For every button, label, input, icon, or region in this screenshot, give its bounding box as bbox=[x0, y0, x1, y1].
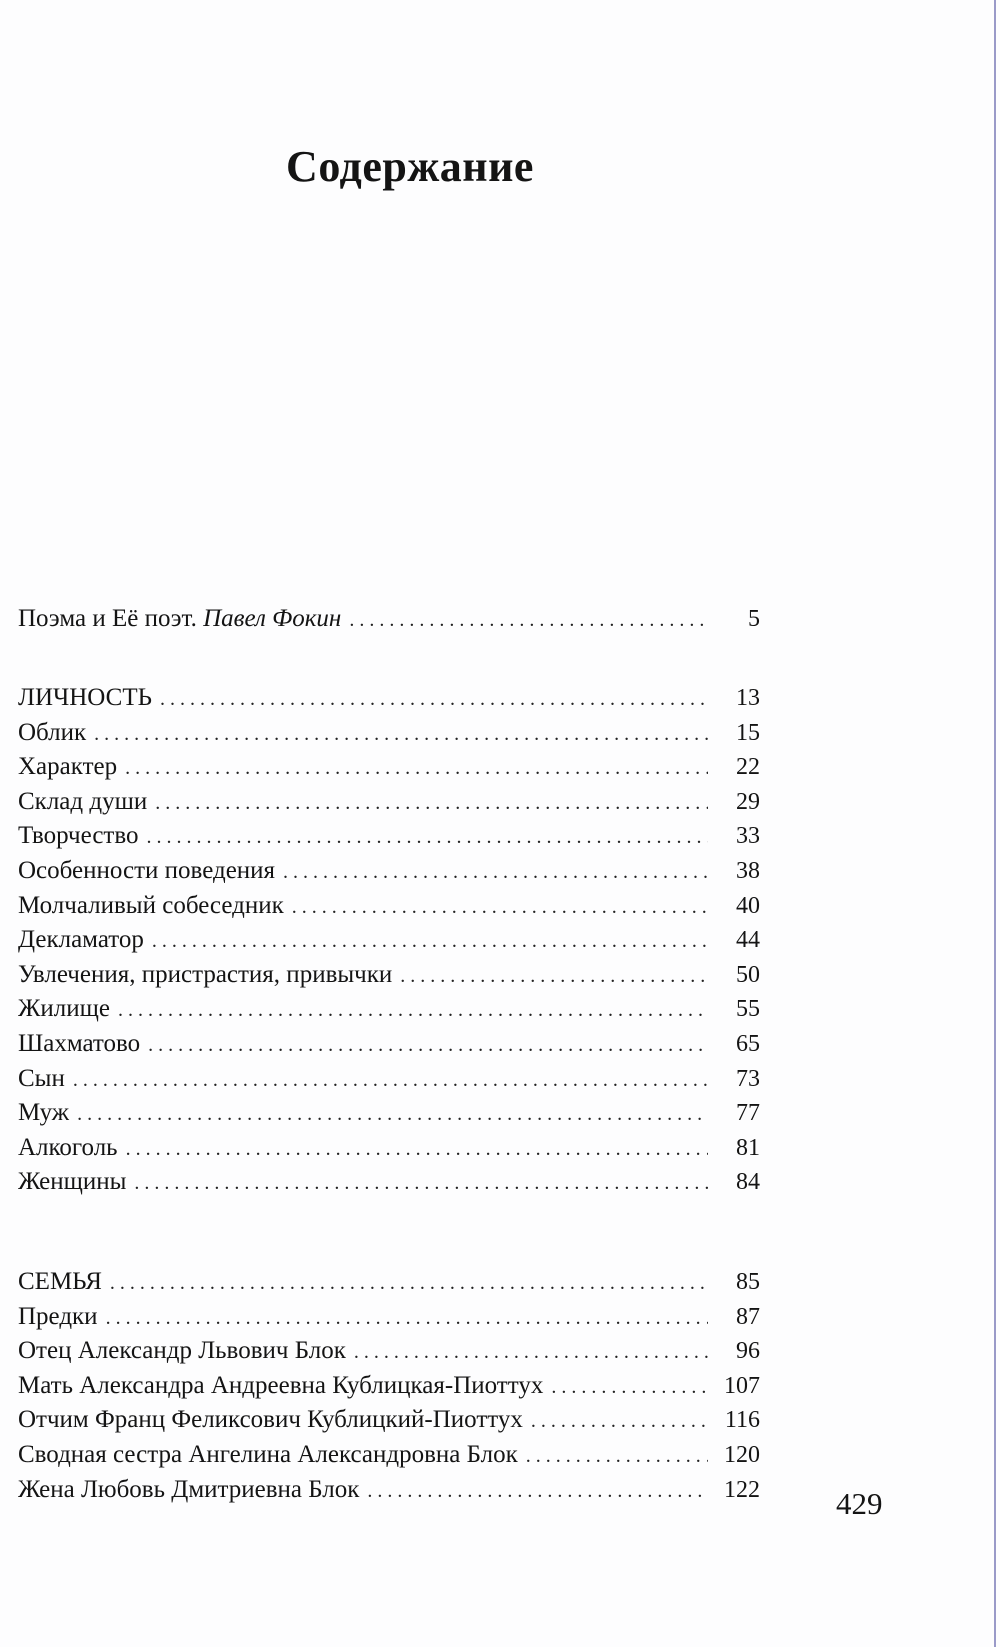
toc-entry[interactable]: Женщины . . . 84 bbox=[18, 1165, 760, 1200]
toc-entry-page: 5 bbox=[748, 606, 760, 632]
leader-dots bbox=[148, 1028, 708, 1063]
toc-entry[interactable]: Отец Александр Львович Блок . . . 96 bbox=[18, 1334, 760, 1369]
leader-dots bbox=[160, 682, 708, 717]
toc-intro bbox=[18, 602, 760, 637]
leader-dots bbox=[73, 1063, 708, 1098]
leader-dots bbox=[354, 1335, 708, 1370]
toc-entry[interactable]: Увлечения, пристрастия, привычки . . . 50 bbox=[18, 958, 760, 993]
leader-dots bbox=[94, 717, 708, 752]
toc-entry[interactable]: Особенности поведения . . . 38 bbox=[18, 854, 760, 889]
leader-dots bbox=[125, 751, 708, 786]
toc-entry[interactable]: Отчим Франц Феликсович Кублицкий-Пиоттух . . . 116 bbox=[18, 1403, 760, 1438]
leader-dots bbox=[77, 1097, 708, 1132]
toc-entry[interactable]: Склад души . . . 29 bbox=[18, 785, 760, 820]
toc-section-heading[interactable]: ЛИЧНОСТЬ . . . 13 bbox=[18, 681, 760, 716]
toc-entry[interactable]: Предки . . . 87 bbox=[18, 1300, 760, 1335]
toc-entry-label: Поэма и Её поэт. Павел Фокин bbox=[18, 605, 342, 632]
leader-dots bbox=[526, 1439, 708, 1474]
leader-dots bbox=[155, 786, 708, 821]
toc-entry[interactable]: Декламатор . . . 44 bbox=[18, 923, 760, 958]
leader-dots bbox=[106, 1301, 708, 1336]
leader-dots bbox=[110, 1266, 708, 1301]
leader-dots bbox=[146, 820, 708, 855]
leader-dots bbox=[126, 1132, 708, 1167]
author-name: Павел Фокин bbox=[203, 605, 342, 632]
leader-dots bbox=[152, 924, 708, 959]
leader-dots bbox=[400, 959, 708, 994]
leader-dots bbox=[551, 1370, 708, 1405]
leader-dots bbox=[367, 1474, 708, 1509]
leader-dots bbox=[531, 1404, 708, 1439]
leader-dots bbox=[118, 993, 708, 1028]
toc-section-personality bbox=[18, 681, 760, 1200]
toc-entry[interactable]: Жена Любовь Дмитриевна Блок . . . 122 bbox=[18, 1473, 760, 1508]
toc-entry[interactable]: Характер . . . 22 bbox=[18, 750, 760, 785]
toc-entry[interactable]: Молчаливый собеседник . . . 40 bbox=[18, 889, 760, 924]
page-number: 429 bbox=[836, 1486, 883, 1521]
toc-entry[interactable]: Сводная сестра Ангелина Александровна Блок . . . 120 bbox=[18, 1438, 760, 1473]
page-title: Содержание bbox=[286, 142, 534, 192]
toc-section-heading[interactable]: СЕМЬЯ . . . 85 bbox=[18, 1265, 760, 1300]
toc-entry[interactable]: Сын . . . 73 bbox=[18, 1062, 760, 1097]
leader-dots bbox=[134, 1166, 708, 1201]
toc-section-family bbox=[18, 1265, 760, 1507]
toc-entry[interactable]: Жилище . . . 55 bbox=[18, 992, 760, 1027]
toc-entry[interactable] bbox=[18, 602, 760, 637]
toc-entry[interactable]: Облик . . . 15 bbox=[18, 716, 760, 751]
leader-dots bbox=[292, 890, 708, 925]
toc-entry[interactable]: Шахматово . . . 65 bbox=[18, 1027, 760, 1062]
leader-dots bbox=[283, 855, 708, 890]
toc-entry[interactable]: Мать Александра Андреевна Кублицкая-Пиоттух . . . 107 bbox=[18, 1369, 760, 1404]
leader-dots bbox=[349, 603, 708, 638]
toc-entry[interactable]: Творчество . . . 33 bbox=[18, 819, 760, 854]
toc-entry[interactable]: Алкоголь . . . 81 bbox=[18, 1131, 760, 1166]
page-edge bbox=[994, 0, 996, 1647]
toc-entry[interactable]: Муж . . . 77 bbox=[18, 1096, 760, 1131]
